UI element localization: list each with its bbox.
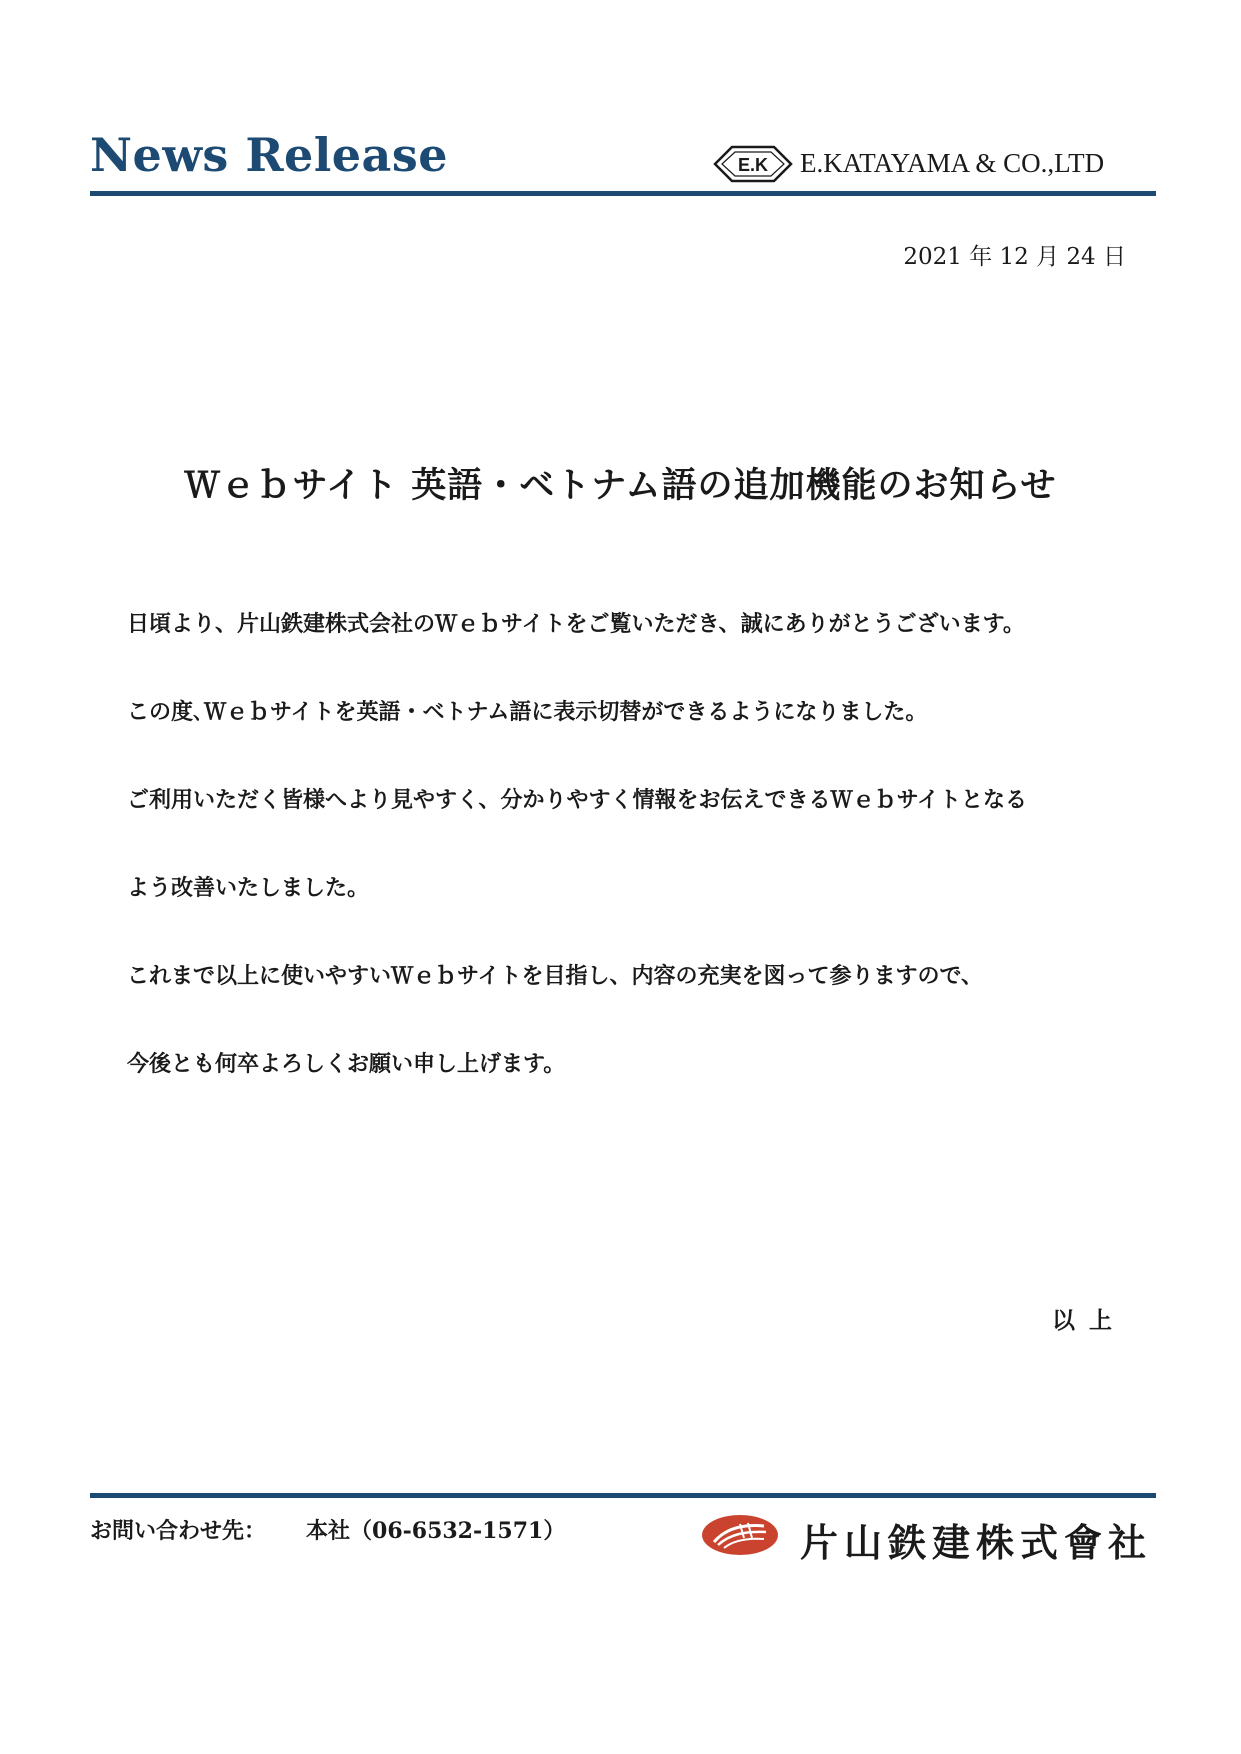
body-line: これまで以上に使いやすいＷｅｂサイトを目指し、内容の充実を図って参りますので、 xyxy=(127,963,984,989)
body-line: 日頃より、片山鉄建株式会社のＷｅｂサイトをご覧いただき、誠にありがとうございます。 xyxy=(127,611,1025,637)
release-date: 2021 年 12 月 24 日 xyxy=(903,244,1126,270)
company-name-en: E.KATAYAMA & CO.,LTD xyxy=(800,148,1105,178)
body-line: 今後とも何卒よろしくお願い申し上げます。 xyxy=(127,1051,566,1077)
body-line: ご利用いただく皆様へより見やすく、分かりやすく情報をお伝えできるＷｅｂサイトとなる xyxy=(127,787,1028,813)
contact-label: お問い合わせ先： xyxy=(90,1518,267,1544)
closing-mark: 以上 xyxy=(1052,1307,1126,1334)
ek-diamond-logo-icon xyxy=(712,144,794,184)
company-name-jp: 片山鉄建株式會社 xyxy=(800,1520,1153,1565)
document-title: Ｗｅｂサイト 英語・ベトナム語の追加機能のお知らせ xyxy=(184,465,1057,506)
body-line: よう改善いたしました。 xyxy=(127,875,370,901)
logo-text: E.K xyxy=(737,155,769,175)
news-release-heading: News Release xyxy=(90,128,449,182)
contact-info xyxy=(90,1514,565,1545)
body-text xyxy=(127,606,1137,1134)
footer-divider xyxy=(90,1493,1156,1498)
header-divider xyxy=(90,191,1156,196)
contact-phone: 本社（06-6532-1571） xyxy=(306,1518,566,1544)
body-line: この度､Ｗｅｂサイトを英語・ベトナム語に表示切替ができるようになりました。 xyxy=(127,699,928,725)
katayama-red-oval-logo-icon xyxy=(700,1512,780,1558)
